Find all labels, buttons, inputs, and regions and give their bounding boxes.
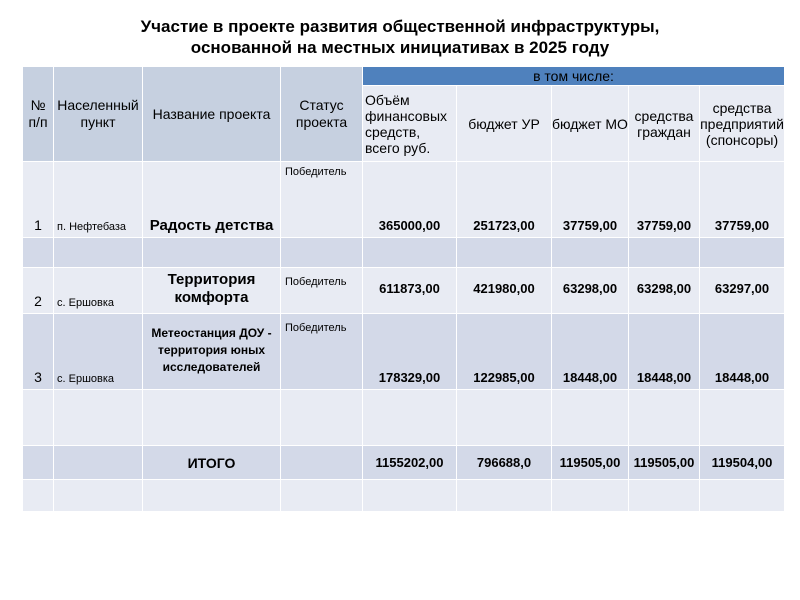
- header-num: № п/п: [23, 67, 54, 162]
- row-budget-ur: 421980,00: [457, 268, 552, 314]
- row-total: 178329,00: [363, 314, 457, 390]
- header-status: Статус проекта: [281, 67, 363, 162]
- row-total: 365000,00: [363, 162, 457, 238]
- row-budget-mo: 18448,00: [552, 314, 629, 390]
- row-citizens: 18448,00: [629, 314, 700, 390]
- totals-label: ИТОГО: [143, 446, 281, 480]
- row-budget-ur: 122985,00: [457, 314, 552, 390]
- row-num: 3: [23, 314, 54, 390]
- header-including: в том числе:: [363, 67, 785, 86]
- page-title: [0, 16, 800, 58]
- header-budget-mo: бюджет МО: [552, 86, 629, 162]
- row-sponsors: 18448,00: [700, 314, 785, 390]
- row-num: 1: [23, 162, 54, 238]
- row-settlement: п. Нефтебаза: [54, 162, 143, 238]
- row-status: Победитель: [281, 268, 363, 314]
- spacer-row: [23, 238, 785, 268]
- header-total-volume: Объём финансовых средств, всего руб.: [363, 86, 457, 162]
- row-sponsors: 37759,00: [700, 162, 785, 238]
- title-line-2: основанной на местных инициативах в 2025 году: [190, 38, 610, 57]
- row-project: Территория комфорта: [143, 268, 281, 314]
- row-sponsors: 63297,00: [700, 268, 785, 314]
- header-project: Название проекта: [143, 67, 281, 162]
- header-budget-ur: бюджет УР: [457, 86, 552, 162]
- totals-total: 1155202,00: [363, 446, 457, 480]
- header-citizens: средства граждан: [629, 86, 700, 162]
- totals-citizens: 119505,00: [629, 446, 700, 480]
- row-project: Радость детства: [143, 162, 281, 238]
- row-num: 2: [23, 268, 54, 314]
- spacer-row: [23, 480, 785, 512]
- header-settlement: Населенный пункт: [54, 67, 143, 162]
- row-total: 611873,00: [363, 268, 457, 314]
- title-line-1: Участие в проекте развития общественной инфраструктуры,: [140, 17, 660, 36]
- totals-budget-mo: 119505,00: [552, 446, 629, 480]
- table-row: [23, 314, 785, 390]
- project-table: [22, 66, 785, 512]
- header-sponsors: средства предприятий (спонсоры): [700, 86, 785, 162]
- row-status: Победитель: [281, 162, 363, 238]
- row-budget-mo: 37759,00: [552, 162, 629, 238]
- totals-budget-ur: 796688,0: [457, 446, 552, 480]
- row-status: Победитель: [281, 314, 363, 390]
- row-project: Метеостанция ДОУ - территория юных исследователей: [143, 314, 281, 390]
- row-settlement: с. Ершовка: [54, 268, 143, 314]
- row-citizens: 63298,00: [629, 268, 700, 314]
- row-settlement: с. Ершовка: [54, 314, 143, 390]
- spacer-row: [23, 390, 785, 446]
- totals-sponsors: 119504,00: [700, 446, 785, 480]
- row-budget-mo: 63298,00: [552, 268, 629, 314]
- totals-row: [23, 446, 785, 480]
- table-row: [23, 162, 785, 238]
- row-citizens: 37759,00: [629, 162, 700, 238]
- row-budget-ur: 251723,00: [457, 162, 552, 238]
- table-row: [23, 268, 785, 314]
